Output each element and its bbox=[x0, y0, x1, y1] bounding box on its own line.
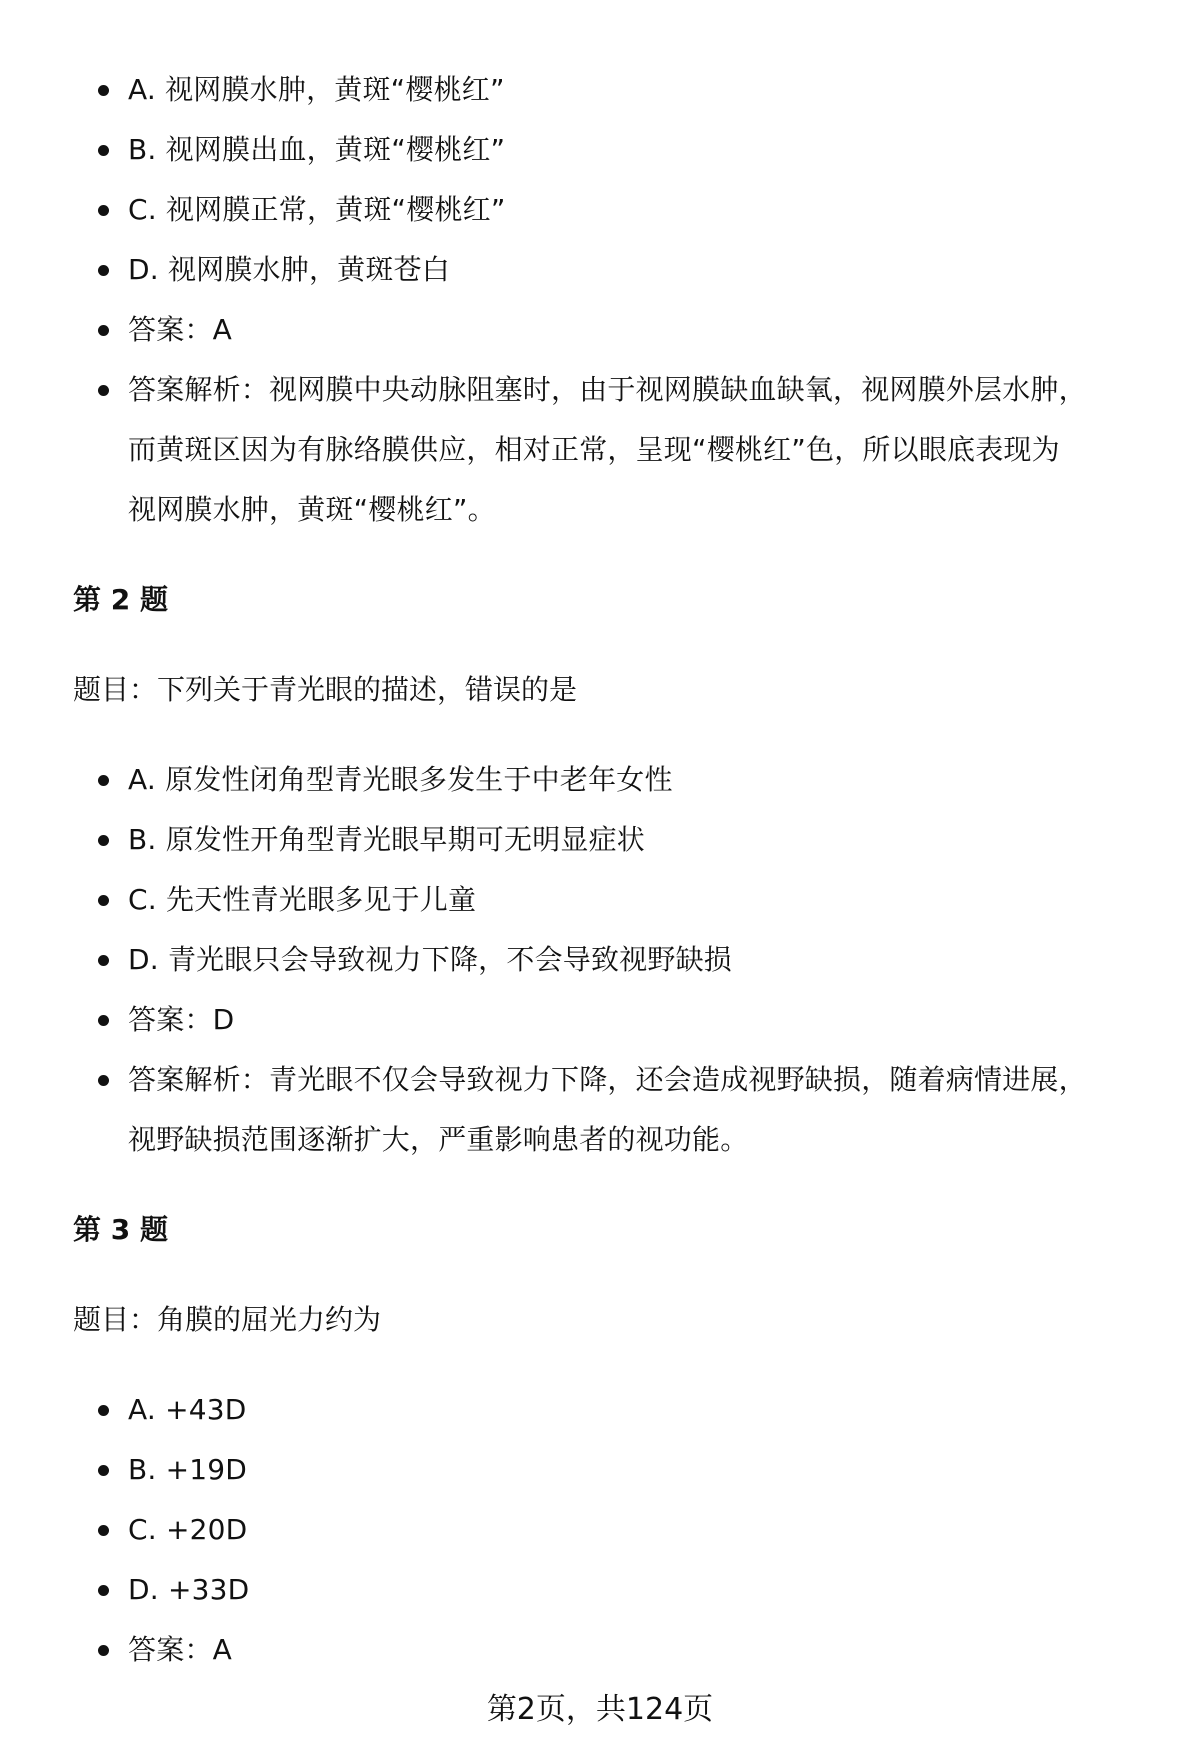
q3-option-a bbox=[73, 1380, 1153, 1440]
explanation-line: 而黄斑区因为有脉络膜供应，相对正常，呈现“樱桃红”色，所以眼底表现为 bbox=[128, 433, 1060, 466]
q2-option-d bbox=[73, 930, 1153, 990]
option-text: B. 视网膜出血，黄斑“樱桃红” bbox=[128, 133, 506, 166]
bullet-dot bbox=[98, 385, 109, 396]
q1-option-b bbox=[73, 120, 1153, 180]
bullet-dot bbox=[98, 895, 109, 906]
bullet-dot bbox=[98, 775, 109, 786]
bullet-dot bbox=[98, 1405, 109, 1416]
option-text: D. 青光眼只会导致视力下降，不会导致视野缺损 bbox=[128, 943, 732, 976]
page-footer bbox=[0, 1690, 1200, 1730]
q1-option-a bbox=[73, 60, 1153, 120]
bullet-dot bbox=[98, 955, 109, 966]
q3-option-list bbox=[73, 1380, 1153, 1680]
q2-heading: 第 2 题 bbox=[73, 583, 168, 616]
bullet-dot bbox=[98, 1585, 109, 1596]
q2-answer bbox=[73, 990, 1153, 1050]
bullet-dot bbox=[98, 1465, 109, 1476]
option-text: C. 先天性青光眼多见于儿童 bbox=[128, 883, 477, 916]
q3-stem: 题目：角膜的屈光力约为 bbox=[73, 1303, 382, 1336]
bullet-dot bbox=[98, 205, 109, 216]
option-text: C. 视网膜正常，黄斑“樱桃红” bbox=[128, 193, 506, 226]
q1-answer bbox=[73, 300, 1153, 360]
q1-explanation bbox=[73, 360, 1153, 540]
explanation-line: 答案解析：视网膜中央动脉阻塞时，由于视网膜缺血缺氧，视网膜外层水肿， bbox=[128, 373, 1087, 406]
explanation-line: 视野缺损范围逐渐扩大，严重影响患者的视功能。 bbox=[128, 1123, 749, 1156]
option-text: A. 视网膜水肿，黄斑“樱桃红” bbox=[128, 73, 505, 106]
q2-option-c bbox=[73, 870, 1153, 930]
q2-option-list bbox=[73, 750, 1153, 1170]
q1-option-d bbox=[73, 240, 1153, 300]
bullet-dot bbox=[98, 1075, 109, 1086]
q3-option-d bbox=[73, 1560, 1153, 1620]
bullet-dot bbox=[98, 145, 109, 156]
bullet-dot bbox=[98, 265, 109, 276]
q2-stem: 题目：下列关于青光眼的描述，错误的是 bbox=[73, 673, 578, 706]
option-text: D. +33D bbox=[128, 1573, 250, 1606]
explanation-line: 答案解析：青光眼不仅会导致视力下降，还会造成视野缺损，随着病情进展， bbox=[128, 1063, 1087, 1096]
option-text: C. +20D bbox=[128, 1513, 248, 1546]
bullet-dot bbox=[98, 1645, 109, 1656]
option-text: B. +19D bbox=[128, 1453, 248, 1486]
q3-answer bbox=[73, 1620, 1153, 1680]
option-text: B. 原发性开角型青光眼早期可无明显症状 bbox=[128, 823, 646, 856]
document-page bbox=[73, 60, 1153, 1680]
bullet-dot bbox=[98, 1015, 109, 1026]
bullet-dot bbox=[98, 835, 109, 846]
option-text: A. 原发性闭角型青光眼多发生于中老年女性 bbox=[128, 763, 673, 796]
q1-option-list bbox=[73, 60, 1153, 540]
option-text: A. +43D bbox=[128, 1393, 247, 1426]
page-number-label: 第2页，共124页 bbox=[486, 1692, 714, 1727]
answer-text: 答案：A bbox=[128, 1633, 232, 1666]
q2-option-b bbox=[73, 810, 1153, 870]
q1-option-c bbox=[73, 180, 1153, 240]
explanation-line: 视网膜水肿，黄斑“樱桃红”。 bbox=[128, 493, 496, 526]
bullet-dot bbox=[98, 1525, 109, 1536]
answer-text: 答案：D bbox=[128, 1003, 235, 1036]
q3-option-c bbox=[73, 1500, 1153, 1560]
bullet-dot bbox=[98, 85, 109, 96]
option-text: D. 视网膜水肿，黄斑苍白 bbox=[128, 253, 450, 286]
bullet-dot bbox=[98, 325, 109, 336]
answer-text: 答案：A bbox=[128, 313, 232, 346]
q2-option-a bbox=[73, 750, 1153, 810]
q2-explanation bbox=[73, 1050, 1153, 1170]
q3-heading: 第 3 题 bbox=[73, 1213, 168, 1246]
q3-option-b bbox=[73, 1440, 1153, 1500]
